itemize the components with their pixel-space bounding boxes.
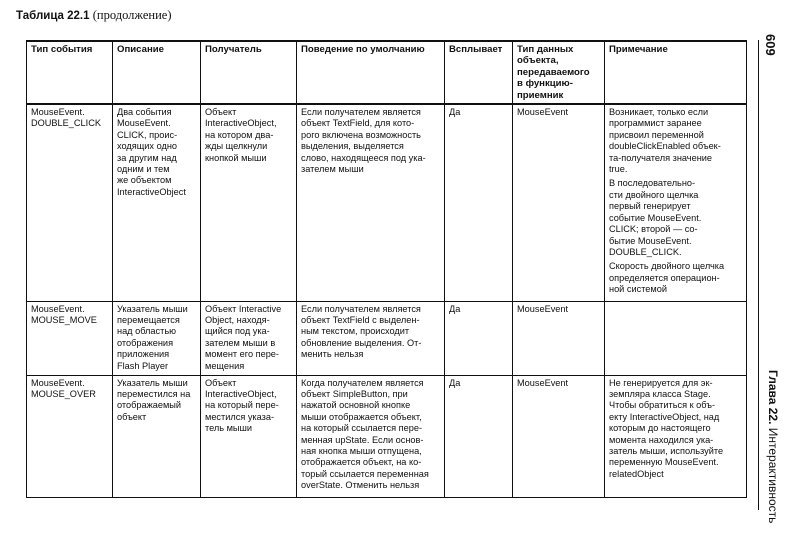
bubbles-cell: Да [445, 301, 513, 375]
note-paragraph [609, 107, 742, 175]
note-cell [605, 104, 747, 301]
note-paragraph [609, 261, 742, 295]
cell-text: зателем мыши в [205, 337, 276, 348]
cell-text: ной системой [609, 284, 667, 295]
cell-text: Объект [205, 107, 237, 118]
cell-text: В последовательно- [609, 178, 696, 189]
description-cell [113, 104, 201, 301]
cell-text: отображения [117, 337, 174, 348]
cell-text: CLICK, проис- [117, 129, 178, 140]
header-text: Получатель [205, 44, 262, 55]
cell-text: момент его пере- [205, 349, 279, 360]
header-text: приемник [517, 89, 564, 101]
table-header-row [27, 41, 747, 104]
header-text: в функцию- [517, 78, 573, 90]
table-row [27, 375, 747, 497]
cell-text: DOUBLE_CLICK [31, 118, 101, 129]
note-cell [605, 301, 747, 375]
page-side-margin [752, 0, 782, 536]
cell-text: переменную MouseEvent. [609, 457, 719, 468]
table-caption [16, 8, 172, 23]
cell-text: выделения, выделяется [301, 141, 404, 152]
cell-text: MOUSE_MOVE [31, 314, 97, 325]
cell-text: обновление выделения. От- [301, 337, 422, 348]
cell-text: MOUSE_OVER [31, 388, 96, 399]
header-text: Поведение по умолчанию [301, 44, 425, 55]
cell-text: InteractiveObject, [205, 118, 277, 129]
header-event-type [27, 41, 113, 104]
table-caption-note: (продолжение) [92, 8, 172, 22]
header-text: Описание [117, 44, 164, 55]
cell-text: Возникает, только если [609, 107, 709, 118]
cell-text: Указатель мыши [117, 377, 188, 388]
cell-text: бытие MouseEvent. [609, 235, 692, 246]
cell-text: Два события [117, 107, 172, 118]
cell-text: Когда получателем является [301, 377, 424, 388]
cell-text: тель мыши [205, 423, 253, 434]
cell-text: true. [609, 164, 628, 175]
bubbles-cell: Да [445, 375, 513, 497]
receiver-cell [201, 104, 297, 301]
cell-text: Указатель мыши [117, 303, 188, 314]
table-caption-label: Таблица 22.1 [16, 10, 90, 22]
cell-text: щийся под ука- [205, 326, 270, 337]
description-cell [113, 375, 201, 497]
cell-text: Flash Player [117, 360, 169, 371]
event-type-cell [27, 375, 113, 497]
note-paragraph [609, 378, 742, 481]
note-cell [605, 375, 747, 497]
cell-text: приложения [117, 349, 170, 360]
cell-text: момента находился ука- [609, 434, 714, 445]
cell-text: за другим над [117, 152, 177, 163]
event-table [26, 40, 747, 498]
cell-text: кнопкой мыши [205, 152, 267, 163]
cell-text: жды щелкнули [205, 141, 268, 152]
header-text: Примечание [609, 44, 668, 55]
cell-text: overState. Отменить нельзя [301, 480, 420, 491]
cell-text: перемещается [117, 314, 180, 325]
cell-text: программист заранее [609, 118, 702, 129]
header-text: Тип события [31, 44, 93, 55]
page-number: 609 [763, 34, 778, 56]
cell-text: Если получателем является [301, 303, 421, 314]
cell-text: определяется операцион- [609, 272, 720, 283]
cell-text: одним и тем [117, 164, 170, 175]
cell-text: переместился на [117, 388, 191, 399]
cell-text: CLICK; второй — со- [609, 224, 698, 235]
cell-text: InteractiveObject [117, 186, 186, 197]
cell-text: менить нельзя [301, 349, 364, 360]
cell-text: ным текстом, происходит [301, 326, 410, 337]
cell-text: отображается объект, на ко- [301, 457, 422, 468]
cell-text: doubleClickEnabled объек- [609, 141, 721, 152]
cell-text: рого включена возможность [301, 129, 421, 140]
cell-text: объект [117, 411, 147, 422]
cell-text: торый ссылается переменная [301, 468, 429, 479]
cell-text: которым до настоящего [609, 423, 711, 434]
default-behavior-cell [297, 301, 445, 375]
cell-text: Object, находя- [205, 314, 270, 325]
cell-text: DOUBLE_CLICK. [609, 246, 682, 257]
cell-text: же объектом [117, 175, 172, 186]
header-text: Всплывает [449, 44, 503, 55]
default-behavior-cell [297, 104, 445, 301]
cell-text: MouseEvent. [31, 377, 85, 388]
cell-text: менная upState. Если основ- [301, 434, 424, 445]
description-cell [113, 301, 201, 375]
header-text: передаваемого [517, 66, 590, 78]
bubbles-cell: Да [445, 104, 513, 301]
cell-text: слово, находящееся под ука- [301, 152, 426, 163]
header-note [605, 41, 747, 104]
cell-text: на который ссылается пере- [301, 423, 423, 434]
chapter-label: Глава 22. [766, 370, 780, 425]
cell-text: земпляра класса Stage. [609, 388, 711, 399]
header-text: объекта, [517, 55, 559, 67]
cell-text: затель мыши, используйте [609, 445, 724, 456]
header-default-behavior [297, 41, 445, 104]
header-data-type [513, 41, 605, 104]
cell-text: присвоил переменной [609, 129, 704, 140]
header-description [113, 41, 201, 104]
cell-text: Если получателем является [301, 107, 421, 118]
cell-text: ходящих одно [117, 141, 178, 152]
cell-text: сти двойного щелчка [609, 189, 699, 200]
cell-text: Объект [205, 377, 237, 388]
cell-text: местился указа- [205, 411, 275, 422]
cell-text: Не генерируется для эк- [609, 377, 713, 388]
note-paragraph [609, 178, 742, 258]
cell-text: ная кнопка мыши отпущена, [301, 445, 422, 456]
cell-text: зателем мыши [301, 164, 364, 175]
table-row [27, 104, 747, 301]
cell-text: отображаемый [117, 400, 182, 411]
header-receiver [201, 41, 297, 104]
cell-text: нажатой основной кнопке [301, 400, 411, 411]
cell-text: объект TextField с выделен- [301, 314, 420, 325]
event-type-cell [27, 301, 113, 375]
receiver-cell [201, 301, 297, 375]
data-type-cell: MouseEvent [513, 375, 605, 497]
side-rule [758, 40, 759, 510]
cell-text: событие MouseEvent. [609, 212, 702, 223]
cell-text: MouseEvent. [31, 107, 85, 118]
cell-text: Скорость двойного щелчка [609, 261, 725, 272]
running-header [766, 370, 780, 523]
table-row [27, 301, 747, 375]
cell-text: над областью [117, 326, 177, 337]
cell-text: Объект Interactive [205, 303, 282, 314]
cell-text: та-получателя значение [609, 152, 713, 163]
cell-text: мыши отображается объект, [301, 411, 422, 422]
cell-text: MouseEvent. [31, 303, 85, 314]
cell-text: MouseEvent. [117, 118, 171, 129]
cell-text: екту InteractiveObject, над [609, 411, 720, 422]
cell-text: первый генерирует [609, 201, 691, 212]
default-behavior-cell [297, 375, 445, 497]
receiver-cell [201, 375, 297, 497]
cell-text: InteractiveObject, [205, 388, 277, 399]
data-type-cell: MouseEvent [513, 104, 605, 301]
cell-text: на который пере- [205, 400, 279, 411]
header-bubbles [445, 41, 513, 104]
cell-text: на котором два- [205, 129, 274, 140]
table-body [27, 104, 747, 497]
chapter-title: Интерактивность [766, 427, 780, 524]
event-type-cell [27, 104, 113, 301]
header-text: Тип данных [517, 44, 574, 55]
cell-text: relatedObject [609, 468, 664, 479]
cell-text: мещения [205, 360, 245, 371]
data-type-cell: MouseEvent [513, 301, 605, 375]
cell-text: объект SimpleButton, при [301, 388, 408, 399]
cell-text: объект TextField, для кото- [301, 118, 415, 129]
cell-text: Чтобы обратиться к объ- [609, 400, 716, 411]
